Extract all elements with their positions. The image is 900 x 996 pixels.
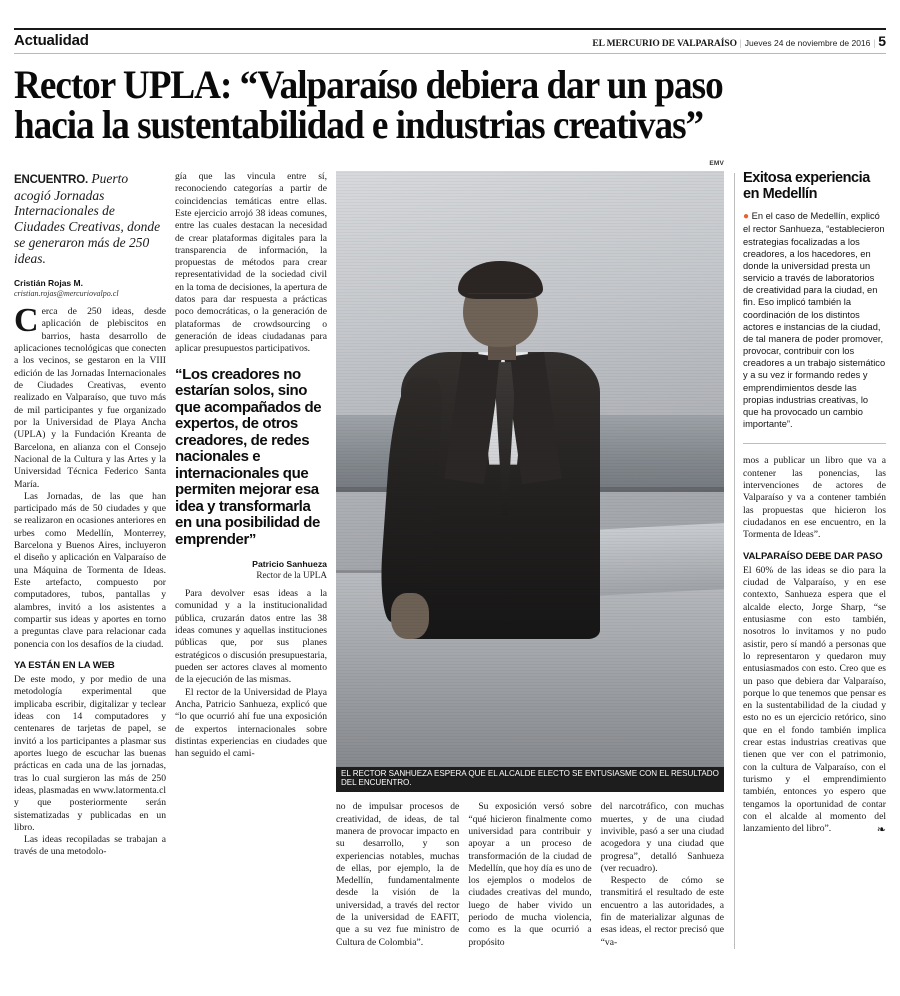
under-photo-columns bbox=[336, 801, 724, 949]
masthead bbox=[14, 28, 886, 54]
column-middle-body bbox=[175, 171, 327, 356]
under-column-2 bbox=[468, 801, 591, 949]
paragraph: Su exposición versó sobre “qué hicieron finalmente como universidad para contribuir y apoyar a un proceso de transformación de la ciudad de Medellín, que hoy día es uno de los ejemplos o modelos de ciudades creativas del mundo, luego de haber vivido un periodo de mucha violencia, como es la que ocurrió a propósito bbox=[468, 801, 592, 948]
photo-credit: EMV bbox=[709, 159, 724, 167]
meta-separator-1: | bbox=[739, 38, 742, 48]
paragraph: Las ideas recopiladas se trabajan a través de una metodolo- bbox=[14, 834, 166, 858]
lead-text: Puerto acogió Jornadas Internacionales de Ciudades Creativas, donde se generaron más de 250 ideas. bbox=[14, 170, 161, 267]
sidebar-medellin bbox=[734, 171, 886, 949]
section-name: Actualidad bbox=[14, 32, 89, 49]
paragraph bbox=[743, 565, 886, 836]
sidebar-title-line-1: Exitosa experiencia bbox=[743, 169, 870, 186]
photo-caption: EL RECTOR SANHUEZA ESPERA QUE EL ALCALDE ELECTO SE ENTUSIASME CON EL RESULTADO DEL ENCUENTRO. bbox=[336, 767, 724, 792]
headline-line-1: Rector UPLA: “Valparaíso debiera dar un paso bbox=[14, 62, 723, 107]
masthead-bottom-rule bbox=[14, 53, 886, 54]
sidebar-continuation bbox=[743, 455, 886, 835]
paragraph: Las Jornadas, de las que han participado más de 50 ciudades y que se realizaron en ocasiones anteriores en urbes como Medellín, Monterrey, Barcelona y Buenos Aires, incluyeron el diseño y aplicación en Valparaíso de una Máquina de Tormenta de Ideas. Este artefacto, compuesto por computadores, tubos, pantallas y alambres, invitó a los asistentes a compartir sus ideas y aportes en torno a preguntas clave para relacionar cada ponencia con los desafíos de la ciudad. bbox=[14, 490, 166, 650]
pull-quote-role: Rector de la UPLA bbox=[256, 570, 327, 581]
article-lead bbox=[14, 171, 166, 267]
column-left bbox=[14, 171, 166, 949]
sidebar-box-text bbox=[743, 210, 886, 430]
photo-grain-overlay bbox=[336, 171, 724, 767]
paragraph: no de impulsar procesos de creatividad, de ideas, de tal manera de provocar impacto en su desarrollo, y son experiencias notables, muchas de ellas, por ejemplo, la de Medellín, fundamentalmente desde la visión de la universidad, a través del rector de la universidad de EAFIT, que a su vez fue ministro de Cultura de Colombia”. bbox=[336, 801, 460, 948]
under-column-3 bbox=[601, 801, 724, 949]
paragraph: Respecto de cómo se transmitirá el resultado de este encuentro a las autoridades, a fin de materializar algunas de esas ideas, el rector precisó que “va- bbox=[600, 875, 724, 948]
paragraph-text: El 60% de las ideas se dio para la ciudad de Valparaíso, y en ese contexto, Sanhueza espera que el alcalde electo, Jorge Sharp, “se entusiasme con esto también, nosotros lo invitamos y no pudo asistir, pero sí mandó a personas que lo representaron y quedaron muy entusiasmados con esto. Creo que es un paso que debiera dar Valparaíso, porque lo que tenemos que pensar es en la sustentabilidad de la ciudad y esto no es un ejercicio retórico, sino que en el fondo también implica crear estas industrias creativas que tienen que ver con el patrimonio, con la cultura de Valparaíso, con el turismo y el emprendimiento también, entonces yo espero que tengamos la oportunidad de contar con el alcalde al momento del lanzamiento del libro”. bbox=[743, 564, 886, 835]
column-right-region bbox=[336, 159, 886, 949]
paragraph: mos a publicar un libro que va a contener las ponencias, las intervenciones de actores de Valparaíso y va a contener también las propuestas que hicieron los ciudadanos en ese encuentro, en la Tormenta de Ideas”. bbox=[743, 455, 886, 541]
paragraph: Cerca de 250 ideas, desde aplicación de plebiscitos en barrios, hasta desarrollo de aplicaciones tecnológicas que conecten a los vecinos, se gestaron en la VIII edición de las Jornadas Internacionales de Ciudades Creativas, evento realizado en Valparaíso, que tuvo más de mil participantes y fue organizado por la Universidad de Playa Ancha (UPLA) y la Fundación Kreanta de Barcelona, en alianza con el Consejo Nacional de la Cultura y las Artes y la Universidad Técnica Federico Santa María. bbox=[14, 302, 166, 490]
column-middle-body-2 bbox=[175, 588, 327, 760]
paragraph: De este modo, y por medio de una metodología experimental que implicaba escribir, digitalizar y teclear ideas con 14 computadores y centenares de tarjetas de papel, se invitó a los participantes a plasmar sus aportes luego de escuchar las buenas prácticas en cada una de las jornadas, tras lo cual surgieron las más de 250 ideas, plasmadas en www.latormenta.cl y que posteriormente serán sistematizadas y publicadas en un libro. bbox=[14, 674, 166, 833]
subhead-ya-estan-en-la-web: YA ESTÁN EN LA WEB bbox=[14, 659, 115, 671]
byline-author: Cristián Rojas M. bbox=[14, 278, 83, 289]
issue-date: Jueves 24 de noviembre de 2016 bbox=[744, 38, 871, 48]
meta-separator-2: | bbox=[873, 38, 876, 48]
article-headline bbox=[14, 62, 886, 147]
bullet-icon: ● bbox=[743, 211, 750, 223]
article-grid bbox=[14, 159, 886, 949]
photo-image bbox=[336, 171, 724, 767]
under-column-1 bbox=[336, 801, 459, 949]
byline-email[interactable]: cristian.rojas@mercuriovalpo.cl bbox=[14, 289, 119, 299]
masthead-meta bbox=[592, 34, 886, 49]
paragraph: El rector de la Universidad de Playa Ancha, Patricio Sanhueza, explicó que “lo que ocurrió ahí fue una exposición de expertos internacionales sobre distintas experiencias en ciudades que han seguido el cami- bbox=[175, 686, 327, 760]
sidebar-box-paragraph: En el caso de Medellín, explicó el rector Sanhueza, “establecieron estrategias focalizadas a los creadores, a los hacedores, en donde la universidad presta un servicio a través de laboratorios de creatividad para la ciudad, en fin. Eso implicó también la coordinación de los distintos actores e instancias de la ciudad, de tal manera de poder promover, provocar, contribuir con los creadores a un trabajo sistemático y a su vez ir formando redes y emprendimientos desde las propias industrias creativas, lo que ha provocado un cambio importante”. bbox=[743, 211, 886, 430]
headline-line-2: hacia la sustentabilidad e industrias creativas” bbox=[14, 101, 704, 147]
subhead-valparaiso-debe-dar-paso: VALPARAÍSO DEBE DAR PASO bbox=[743, 550, 883, 562]
paragraph: Para devolver esas ideas a la comunidad y a la institucionalidad pública, cruzarán datos entre las 38 ideas comunes y aquellas instituciones públicas que, por sus planes estratégicos o discusión presupuestaria, pueden ser actores claves al momento de la ejecución de las mismas. bbox=[175, 588, 327, 686]
column-middle bbox=[175, 171, 327, 949]
paper-name: EL MERCURIO DE VALPARAÍSO bbox=[592, 39, 737, 49]
paragraph: del narcotráfico, con muchas muertes, y de una ciudad invivible, pasó a ser una ciudad acogedora y una ciudad que progresa”, detalló Sanhueza (ver recuadro). bbox=[600, 801, 724, 874]
sidebar-title-line-2: en Medellín bbox=[743, 185, 818, 202]
sidebar-title bbox=[743, 171, 886, 202]
pull-quote: “Los creadores no estarían solos, sino que acompañados de expertos, de otros creadores, de redes nacionales e internacionales que permiten mejorar esa idea y transformarla en una posibilidad de emprender” bbox=[175, 365, 322, 548]
photo-figure bbox=[336, 159, 724, 792]
photo-and-text-block bbox=[336, 159, 724, 949]
byline bbox=[14, 278, 166, 298]
sidebar-divider bbox=[743, 443, 886, 444]
pull-quote-attribution bbox=[175, 559, 327, 580]
column-left-body bbox=[14, 302, 166, 859]
newspaper-page bbox=[0, 28, 900, 996]
page-number: 5 bbox=[878, 33, 886, 49]
end-mark-icon: ❧ bbox=[876, 824, 886, 837]
pull-quote-name: Patricio Sanhueza bbox=[252, 559, 327, 570]
lead-kicker: ENCUENTRO. bbox=[14, 173, 89, 186]
paragraph: gía que las vincula entre sí, reconociendo categorías a partir de coincidencias temáticas entre ellas. Este ejercicio arrojó 38 ideas comunes, entre las cuales destacan la necesidad de crear plataformas digitales para la transparencia de información, la propuestas de métodos para crear representatividad de la sociedad civil en la toma de decisiones, la apertura de datos para dar respuesta a prácticas poco democráticas, o la generación de plataformas de crowdsourcing o generación de ideas ciudadanas para aplicar presupuestos participativos. bbox=[175, 170, 327, 355]
